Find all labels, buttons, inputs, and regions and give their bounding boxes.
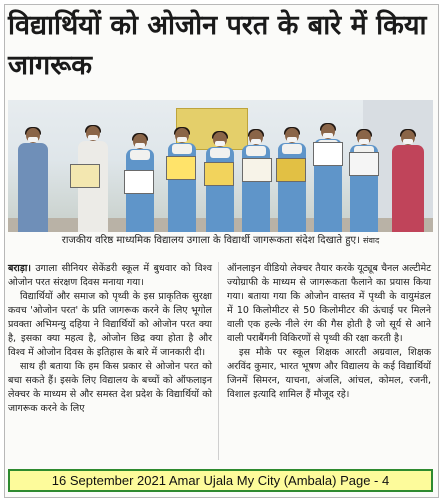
article-paragraph: ऑनलाइन वीडियो लेक्चर तैयार करके यूट्यूब चैनल अल्टीमेट ज्योग्राफी के माध्यम से जागरूकता फैलाने का प्रयास किया गया। बताया गया कि ओजोन वास्तव में पृथ्वी के वायुमंडल में 10 किलोमीटर से 50 किलोमीटर की ऊंचाई पर मिलने वाली एक हल्के नीले रंग की गैस होती है जो सूर्य से आने वाली पराबैंगनी विकिरणों से पृथ्वी की रक्षा करती है। xyxy=(227,263,431,344)
article-body xyxy=(8,262,433,462)
article-paragraph xyxy=(8,262,212,290)
source-footer: 16 September 2021 Amar Ujala My City (Ambala) Page - 4 xyxy=(8,469,433,492)
article-column-right xyxy=(227,262,431,402)
article-column-left xyxy=(8,262,212,416)
article-paragraph: विद्यार्थियों और समाज को पृथ्वी के इस प्राकृतिक सुरक्षा कवच 'ओजोन परत' के प्रति जागरूक करने के लिए भूगोल प्रवक्ता अभिमन्यु दहिया ने विद्यार्थियों को ओजोन परत क्या है, इसका क्या महत्व है, ओजोन छिद्र क्या होता है और विश्व में ओजोन दिवस के इतिहास के बारे में जानकारी दी। xyxy=(8,291,212,358)
article-paragraph: इस मौके पर स्कूल शिक्षक आरती अग्रवाल, शिक्षक अरविंद कुमार, भारत भूषण और विद्यालय के कई विद्यार्थियों जिनमें सिमरन, याचना, अंजलि, आंचल, कोमल, रजनी, विशाल इत्यादि शामिल हैं मौजूद रहे। xyxy=(227,347,431,400)
photo-caption xyxy=(8,234,433,247)
student-figure xyxy=(168,128,196,232)
dateline: बराड़ा। xyxy=(8,263,31,274)
awareness-poster xyxy=(124,170,154,194)
awareness-poster xyxy=(313,142,343,166)
column-divider xyxy=(218,262,219,460)
awareness-poster xyxy=(276,158,306,182)
paragraph-text: उगाला सीनियर सेकेंडरी स्कूल में बुधवार को विश्व ओजोन परत संरक्षण दिवस मनाया गया। xyxy=(8,263,212,288)
caption-text: राजकीय वरिष्ठ माध्यमिक विद्यालय उगाला के विद्यार्थी जागरूकता संदेश दिखाते हुए। xyxy=(61,235,360,246)
awareness-poster xyxy=(204,162,234,186)
news-photo xyxy=(8,100,433,232)
teacher-figure xyxy=(392,130,424,232)
awareness-poster xyxy=(70,164,100,188)
teacher-figure xyxy=(18,128,48,232)
caption-credit: संवाद xyxy=(363,236,380,245)
article-paragraph: साथ ही बताया कि हम किस प्रकार से ओजोन परत को बचा सकते हैं। इसके लिए विद्यालय के बच्चों को ऑफलाइन लेक्चर के माध्यम से और समस्त देश प्रदेश के विद्यार्थियों को जागरूक करने के लिए xyxy=(8,361,212,414)
awareness-poster xyxy=(349,152,379,176)
awareness-poster xyxy=(166,156,196,180)
awareness-poster xyxy=(242,158,272,182)
headline: विद्यार्थियों को ओजोन परत के बारे में किया जागरूक xyxy=(8,10,427,81)
student-figure xyxy=(350,130,378,232)
student-figure xyxy=(314,124,342,232)
